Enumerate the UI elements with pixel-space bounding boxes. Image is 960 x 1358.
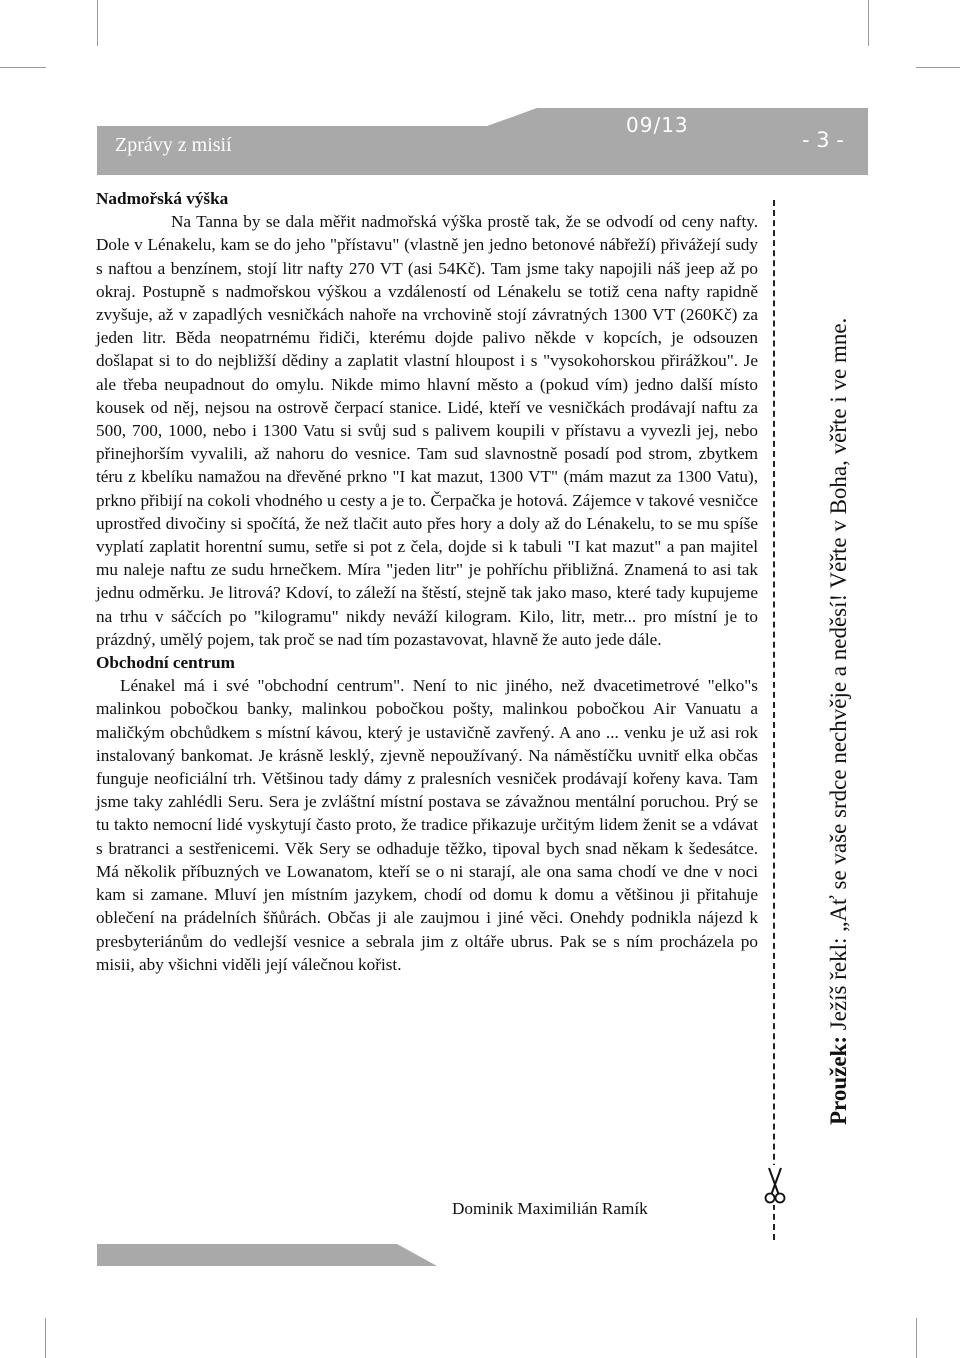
paragraph-altitude: Na Tanna by se dala měřit nadmořská výška prostě tak, že se odvodí od ceny nafty. Dole v Lénakelu, kam se do jeho "přístavu" (vlastně jen jedno betonové nábřeží) přivážejí sudy s naftou a benzínem, stojí litr nafty 270 VT (asi 54Kč). Tam jsme taky napojili náš jeep až po okraj. Postupně s nadmořskou výškou a vzdáleností od Lénakelu se totiž cena nafty rapidně zvyšuje, až v zapadlých vesničkách nahoře na vrchovině stojí závratných 1300 VT (260Kč) za jeden litr. Běda neopatrnému řidiči, kterému dojde palivo někde v kopcích, je odsouzen došlapat si to do nejbližší dědiny a zaplatit vlastní hloupost i s "vysokohorskou přirážkou". Je ale třeba neupadnout do omylu. Nikde mimo hlavní město a (pokud vím) jedno další místo kousek od něj, nejsou na ostrově čerpací stanice. Lidé, kteří ve vesničkách prodávají naftu za 500, 700, 1000, nebo i 1300 Vatu si svůj sud s palivem koupili v přístavu a vyvezli jej, nebo přinejhorším vyvalili, až nahoru do vesnice. Tam sud slavnostně posadí pod strom, zbytkem téru z kbelíku namažou na dřevěné prkno "I kat mazut, 1300 VT" (mám mazut za 1300 Vatu), prkno přibijí na cokoli vhodného u cesty a je to. Čerpačka je hotová. Zájemce v takové vesničce uprostřed divočiny si spočítá, že než tlačit auto přes hory a doly až do Lénakelu, to se mu spíše vyplatí zaplatit horentní sumu, setře si pot z čela, dojde si k tabuli "I kat mazut" a pan majitel mu naleje naftu ze sudu hrnečkem. Míra "jeden litr" je pohříchu přibližná. Znamená to asi tak jednu odměrku. Je litrová? Kdoví, to záleží na štěstí, stejně tak jako maso, které tady kupujeme na trhu v sáčcích po "kilogramu" nikdy neváží kilogram. Kilo, litr, metr... pro místní je to prázdný, umělý pojem, tak proč se nad tím pozastavovat, hlavně že auto jede dále. [96,212,758,649]
paragraph-shopping-center: Lénakel má i své "obchodní centrum". Není to nic jiného, než dvacetimetrové "elko"s malinkou pobočkou banky, malinkou pobočkou pošty, malinkou pobočkou Air Vanuatu a maličkým obchůdkem s místní kávou, který je ustavičně zavřený. A ano ... venku je už asi rok instalovaný bankomat. Je krásně lesklý, zjevně nepoužívaný. Na náměstíčku uvnitř elka občas funguje neoficiální trh. Většinou tady dámy z pralesních vesniček prodávají kořeny kava. Tam jsme taky zahlédli Seru. Sera je zvláštní místní postava se závažnou mentální poruchou. Prý se tu takto nemocní lidé vyskytují často proto, že tradice přikazuje určitým lidem ženit se a vdávat s bratranci a sestřenicemi. Věk Sery se odhaduje těžko, tipoval bych snad někam k šedesátce. Má několik příbuzných ve Lowanatom, kteří se o ni starají, ale ona sama chodí ve dne v noci kam si zamane. Mluví jen místním jazykem, chodí od domu k domu a většinou ji přitahuje oblečení na prádelních šňůrách. Občas ji ale zaujmou i jiné věci. Onehdy podnikla nájezd k presbyteriánům do vedlejší vesnice a sebrala jim z oltáře ubrus. Pak se s ním procházela po misii, aby všichni viděli její válečnou kořist. [96,676,758,974]
author-signature: Dominik Maximilián Ramík [452,1199,648,1218]
footer-bar [97,1244,768,1266]
sidebar-proverb [825,318,853,1125]
crop-mark-top-left [97,0,98,46]
crop-mark-bottom-right [916,1318,917,1358]
proverb-quote: Ježíš řekl: „Ať se vaše srdce nechvěje a neděsí! Věřte v Boha, věřte i ve mne. [826,317,851,1031]
crop-mark-top-right [868,0,869,46]
cut-dashed-line [773,200,775,1240]
header-title: Zprávy z misií [115,134,232,156]
article-body [96,187,758,976]
crop-mark-right-top [916,67,960,68]
scissors-icon [764,1165,786,1205]
proverb-label: Proužek: [826,1035,851,1125]
section-heading-shopping-center: Obchodní centrum [96,653,235,673]
crop-mark-left-top [0,67,46,68]
page-number: - 3 - [802,128,844,152]
section-heading-altitude: Nadmořská výška [96,189,229,208]
issue-number: 09/13 [626,113,689,137]
crop-mark-bottom-left [45,1318,46,1358]
